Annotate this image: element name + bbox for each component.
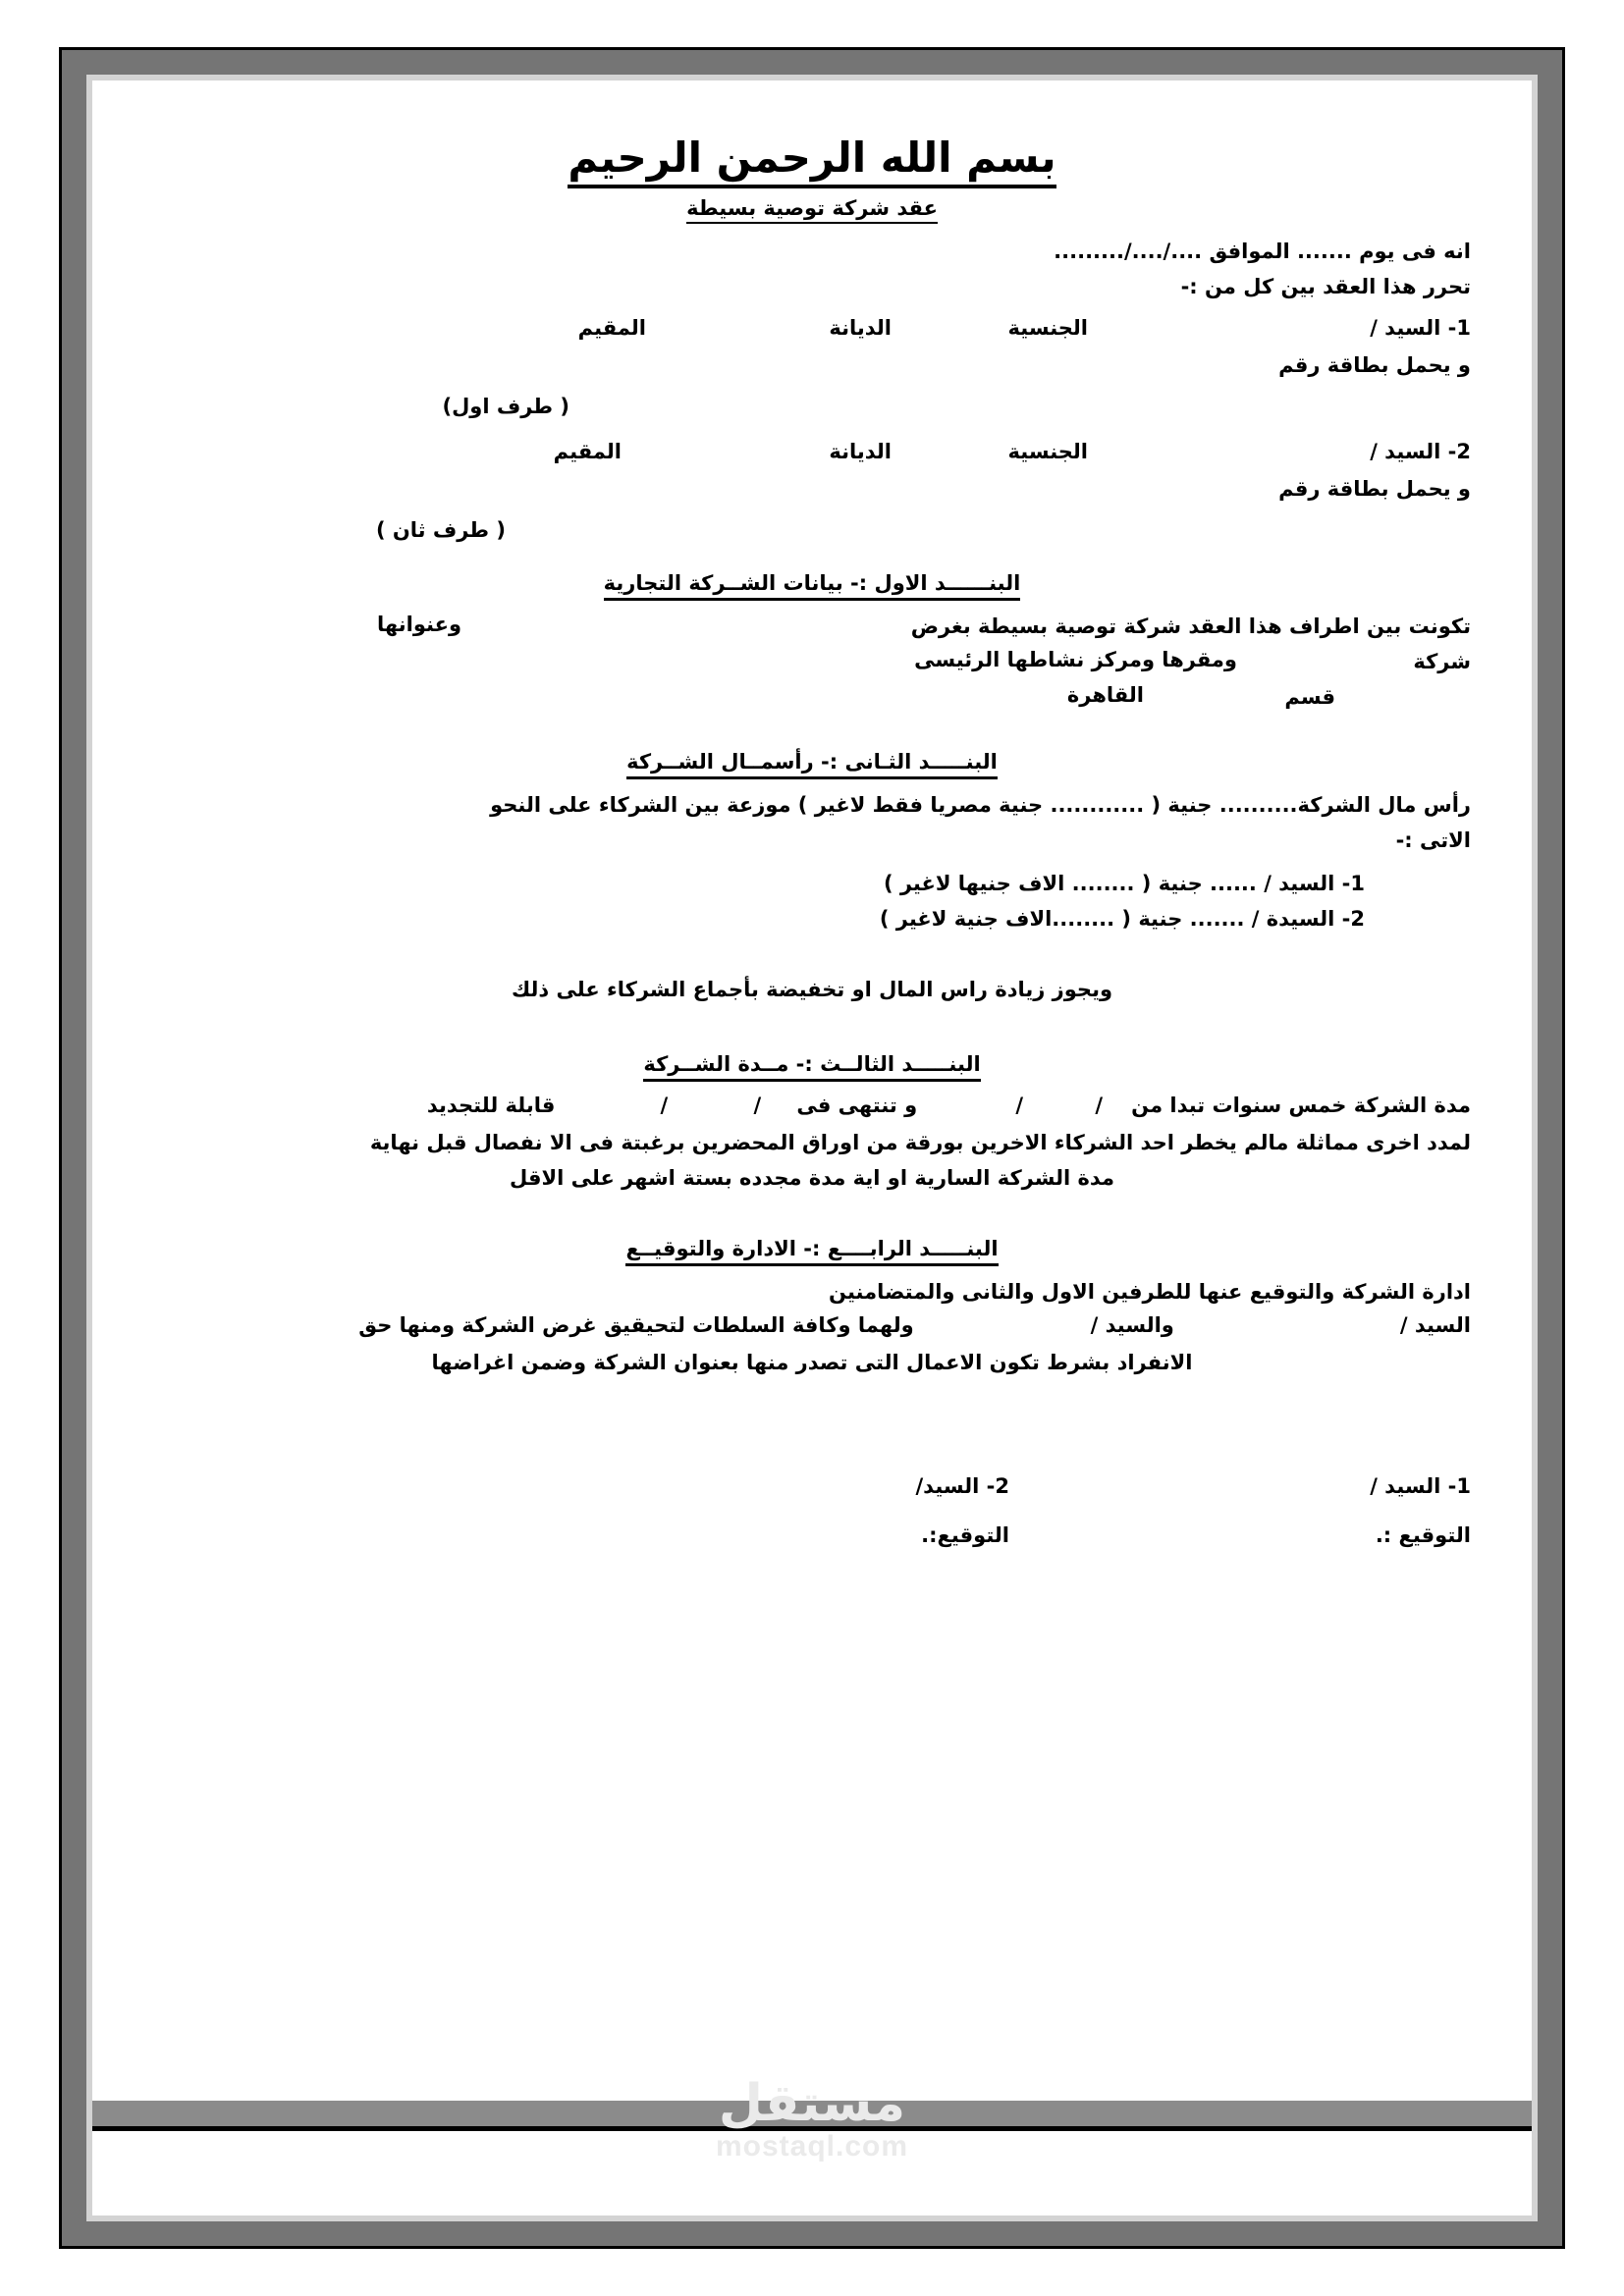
clause-4-heading — [92, 1237, 1532, 1266]
party-1-name-blank — [1088, 316, 1274, 340]
clause-2-note: ويجوز زيادة راس المال او تخفيضة بأجماع الشركاء على ذلك — [511, 978, 1113, 1001]
clause-4-heading-sep: :- — [803, 1237, 821, 1260]
document-title — [92, 135, 1532, 181]
clause-2-heading-title: رأسمــال الشــركة — [626, 750, 814, 774]
duration-mid: و تنتهى فى — [796, 1094, 918, 1117]
clause-3-line-1: لمدد اخرى مماثلة مالم يخطر احد الشركاء الاخرين بورقة من اوراق المحضرين برغبتة فى الا نفصال قبل نهاية — [369, 1131, 1471, 1154]
party-1-residence: المقيم — [577, 316, 646, 340]
clause-1-address-label: وعنوانها — [377, 613, 461, 636]
clause-4-line-4: ولهما وكافة السلطات لتحيقيق غرض الشركة ومنها حق — [358, 1313, 914, 1337]
party-2-id-line: و يحمل بطاقة رقم — [1278, 477, 1471, 501]
party-row-1 — [153, 316, 1471, 340]
party-1-nationality: الجنسية — [1007, 316, 1088, 340]
clause-4-managers-line — [153, 1313, 1471, 1337]
duration-slash-3: / — [753, 1094, 762, 1117]
clause-1-city: القاهرة — [1066, 683, 1144, 707]
clause-4-line-1: ادارة الشركة والتوقيع عنها للطرفين الاول والثانى والمتضامنين — [829, 1280, 1471, 1304]
party-2-residence: المقيم — [553, 440, 622, 463]
clause-3-heading — [92, 1052, 1532, 1082]
clause-1-district-label: قسم — [1284, 685, 1335, 709]
intro-parties-line: تحرر هذا العقد بين كل من :- — [1180, 275, 1471, 298]
clause-1-company-label: شركة — [1413, 650, 1471, 673]
clause-1-heading — [92, 571, 1532, 601]
watermark-arabic-text: مستقل — [718, 2074, 906, 2133]
clause-4-heading-number: البنـــــد الرابــــع — [827, 1237, 999, 1260]
duration-slash-2: / — [1015, 1094, 1023, 1117]
party-1-id-line: و يحمل بطاقة رقم — [1278, 353, 1471, 377]
clause-2-heading-number: البنـــــد الثـانى — [844, 750, 998, 774]
party-1-role: ( طرف اول) — [442, 395, 569, 418]
signature-2-name: 2- السيد/ — [915, 1474, 1009, 1498]
clause-3-duration-line — [153, 1094, 1471, 1117]
party-2-name-blank — [1088, 440, 1274, 463]
signature-column-2 — [548, 1474, 1009, 1547]
signature-column-1 — [1009, 1474, 1471, 1547]
clause-1-heading-sep: :- — [850, 571, 868, 595]
party-row-2 — [153, 440, 1471, 463]
document-title-text: بسم الله الرحمن الرحيم — [568, 133, 1056, 188]
document-subtitle-text: عقد شركة توصية بسيطة — [686, 196, 938, 224]
clause-2-share-2: 2- السيدة / ....... جنية ( ........الاف جنية لاغير ) — [879, 907, 1365, 931]
clause-2-capital-line-2: الاتى :- — [1395, 828, 1471, 852]
clause-3-heading-title: مــدة الشــركة — [643, 1052, 789, 1076]
document-subtitle — [92, 196, 1532, 220]
party-2-label: 2- السيد / — [1370, 440, 1471, 463]
duration-suffix: قابلة للتجديد — [426, 1094, 556, 1117]
clause-2-share-1: 1- السيد / ...... جنية ( ........ الاف جنيها لاغير ) — [883, 872, 1365, 895]
clause-2-capital-line: رأس مال الشركة.......... جنية ( ............ جنية مصريا فقط لاغير ) موزعة بين الشركاء على النحو — [490, 793, 1471, 817]
clause-3-line-2: مدة الشركة السارية او اية مدة مجدده بستة اشهر على الاقل — [509, 1166, 1115, 1190]
clause-4-manager-1-label: السيد / — [1399, 1313, 1471, 1337]
document-page — [92, 80, 1532, 2216]
party-2-religion: الديانة — [829, 440, 892, 463]
clause-2-heading — [92, 750, 1532, 779]
clause-4-line-5: الانفراد بشرط تكون الاعمال التى تصدر منها بعنوان الشركة وضمن اغراضها — [431, 1351, 1193, 1374]
party-1-religion: الديانة — [829, 316, 892, 340]
clause-3-heading-number: البنـــــد الثالــث — [820, 1052, 981, 1076]
duration-prefix: مدة الشركة خمس سنوات تبدا من — [1131, 1094, 1471, 1117]
signature-1-sign-label: التوقيع :. — [1375, 1523, 1471, 1547]
intro-date-line: انه فى يوم ....... الموافق ..../..../......... — [1054, 240, 1471, 263]
signature-2-sign-label: التوقيع:. — [921, 1523, 1009, 1547]
party-2-role: ( طرف ثان ) — [375, 518, 506, 542]
duration-slash-4: / — [660, 1094, 669, 1117]
party-1-label: 1- السيد / — [1370, 316, 1471, 340]
clause-1-heading-title: بيانات الشــركة التجارية — [603, 571, 843, 595]
clause-1-line-1: تكونت بين اطراف هذا العقد شركة توصية بسيطة بغرض — [910, 614, 1471, 638]
clause-3-heading-sep: :- — [795, 1052, 813, 1076]
watermark-bar — [92, 2101, 1532, 2131]
watermark-latin-text: mostaql.com — [715, 2130, 909, 2163]
document-body — [92, 80, 1532, 2216]
clause-1-heading-number: البنــــــد الاول — [874, 571, 1021, 595]
signature-1-name: 1- السيد / — [1370, 1474, 1471, 1498]
clause-4-manager-2-label: والسيد / — [1090, 1313, 1174, 1337]
party-2-nationality: الجنسية — [1007, 440, 1088, 463]
clause-1-line-3: ومقرها ومركز نشاطها الرئيسى — [914, 648, 1237, 671]
duration-slash-1: / — [1095, 1094, 1103, 1117]
clause-4-heading-title: الادارة والتوقيــع — [625, 1237, 796, 1260]
clause-2-heading-sep: :- — [821, 750, 839, 774]
signature-block — [153, 1474, 1471, 1547]
